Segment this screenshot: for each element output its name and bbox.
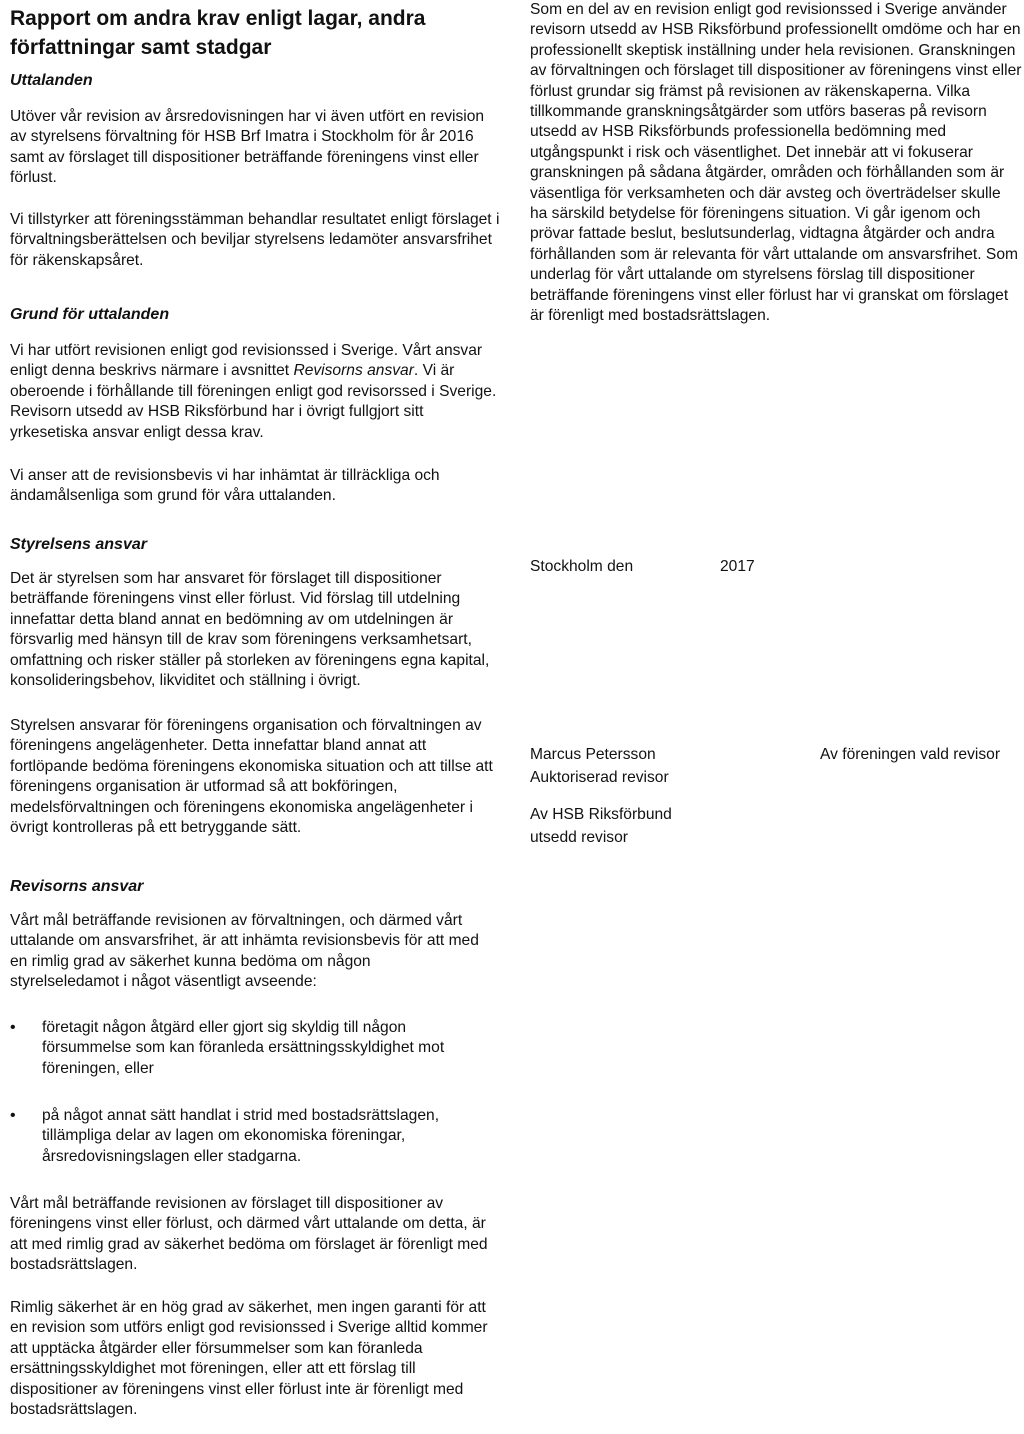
styrelsen-paragraph-2: Styrelsen ansvarar för föreningens organisation och förvaltningen av föreningens angelägenheter. Detta innefattar bland annat att fortlöpande bedöma föreningens ekonomiska situation och att tillse att föreningens organisation är utformad så att bokföringen, medelsförvaltningen och föreningens ekonomiska angelägenheter i övrigt kontrolleras på ett betryggande sätt. (10, 717, 493, 837)
auditor-1-name: Marcus Petersson (530, 746, 656, 763)
section-heading-revisorn: Revisorns ansvar (10, 878, 144, 895)
revisorn-paragraph-1: Vårt mål beträffande revisionen av förvaltningen, och därmed vårt uttalande om ansvarsfrihet, är att inhämta revisionsbevis för att med en rimlig grad av säkerhet kunna bedöma om någon styrelseledamot i något väsentligt avseende: (10, 912, 479, 991)
list-item-text: på något annat sätt handlat i strid med bostadsrättslagen, tillämpliga delar av lagen om ekonomiska föreningar, årsredovisningslagen eller stadgarna. (42, 1107, 440, 1165)
uttalanden-paragraph-2: Vi tillstyrker att föreningsstämman behandlar resultatet enligt förslaget i förvaltningsberättelsen och beviljar styrelsens ledamöter ansvarsfrihet för räkenskapsåret. (10, 211, 500, 269)
auditor-1-org-line-2: utsedd revisor (530, 829, 628, 846)
grund-paragraph-1 (10, 341, 502, 443)
section-heading-styrelsen: Styrelsens ansvar (10, 536, 147, 553)
uttalanden-paragraph-1: Utöver vår revision av årsredovisningen har vi även utfört en revision av styrelsens förvaltning för HSB Brf Imatra i Stockholm för år 2016 samt av förslaget till dispositioner beträffande föreningens vinst eller förlust. (10, 108, 485, 187)
list-item-text: företagit någon åtgärd eller gjort sig skyldig till någon försummelse som kan föranleda ersättningsskyldighet mot föreningen, eller (42, 1019, 445, 1077)
section-heading-grund: Grund för uttalanden (10, 306, 170, 323)
bullet-icon: • (10, 1019, 16, 1036)
auditor-1-title: Auktoriserad revisor (530, 769, 669, 786)
grund-paragraph-2: Vi anser att de revisionsbevis vi har inhämtat är tillräckliga och ändamålsenliga som grund för våra uttalanden. (10, 467, 440, 505)
revisorn-paragraph-3: Rimlig säkerhet är en hög grad av säkerhet, men ingen garanti för att en revision som utförs enligt god revisionssed i Sverige alltid kommer att upptäcka åtgärder eller försummelser som kan föranleda ersättningsskyldighet mot föreningen, eller att ett förslag till dispositioner av föreningens vinst eller förlust inte är förenligt med bostadsrättslagen. (10, 1299, 488, 1419)
styrelsen-paragraph-1: Det är styrelsen som har ansvaret för förslaget till dispositioner beträffande föreningens vinst eller förlust. Vid förslag till utdelning innefattar detta bland annat en bedömning av om utdelningen är försvarlig med hänsyn till de krav som föreningens verksamhetsart, omfattning och risker ställer på storleken av föreningens egna kapital, konsolideringsbehov, likviditet och ställning i övrigt. (10, 570, 490, 690)
auditor-1-org-line-1: Av HSB Riksförbund (530, 806, 672, 823)
bullet-icon: • (10, 1107, 16, 1124)
section-heading-uttalanden: Uttalanden (10, 72, 93, 89)
grund-paragraph-1-emphasis: Revisorns ansvar (293, 362, 414, 380)
signature-year: 2017 (720, 558, 755, 575)
auditor-2-title: Av föreningen vald revisor (820, 746, 1001, 763)
revisorn-paragraph-right: Som en del av en revision enligt god revisionssed i Sverige använder revisorn utsedd av HSB Riksförbund professionellt omdöme och har en professionellt skeptisk inställning under hela revisionen. Granskningen av förvaltningen och förslaget till dispositioner av föreningens vinst eller förlust grundar sig främst på revisionen av räkenskaperna. Vilka tillkommande granskningsåtgärder som utförs baseras på revisorn utsedd av HSB Riksförbunds professionella bedömning med utgångspunkt i risk och väsentlighet. Det innebär att vi fokuserar granskningen på sådana åtgärder, områden och förhållanden som är väsentliga för verksamheten och där avsteg och överträdelser skulle ha särskild betydelse för föreningens situation. Vi går igenom och prövar fattade beslut, beslutsunderlag, vidtagna åtgärder och andra förhållanden som är relevanta för vårt uttalande om ansvarsfrihet. Som underlag för vårt uttalande om styrelsens förslag till dispositioner beträffande föreningens vinst eller förlust har vi granskat om förslaget är förenligt med bostadsrättslagen. (530, 1, 1022, 325)
grund-paragraph-1-text-b: . Vi är oberoende i förhållande till föreningen enligt god revisorssed i Sverige. Revisorn utsedd av HSB Riksförbund har i övrigt fullgjort sitt yrkesetiska ansvar enligt dessa krav. (10, 362, 497, 441)
revisorn-paragraph-2: Vårt mål beträffande revisionen av förslaget till dispositioner av föreningens vinst eller förlust, och därmed vårt uttalande om detta, är att med rimlig grad av säkerhet bedöma om förslaget är förenligt med bostadsrättslagen. (10, 1195, 488, 1274)
page-title: Rapport om andra krav enligt lagar, andra författningar samt stadgar (10, 7, 426, 59)
signature-place: Stockholm den (530, 558, 634, 575)
grund-paragraph-1-text-a: Vi har utfört revisionen enligt god revisionssed i Sverige. Vårt ansvar enligt denna beskrivs närmare i avsnittet (10, 342, 483, 380)
